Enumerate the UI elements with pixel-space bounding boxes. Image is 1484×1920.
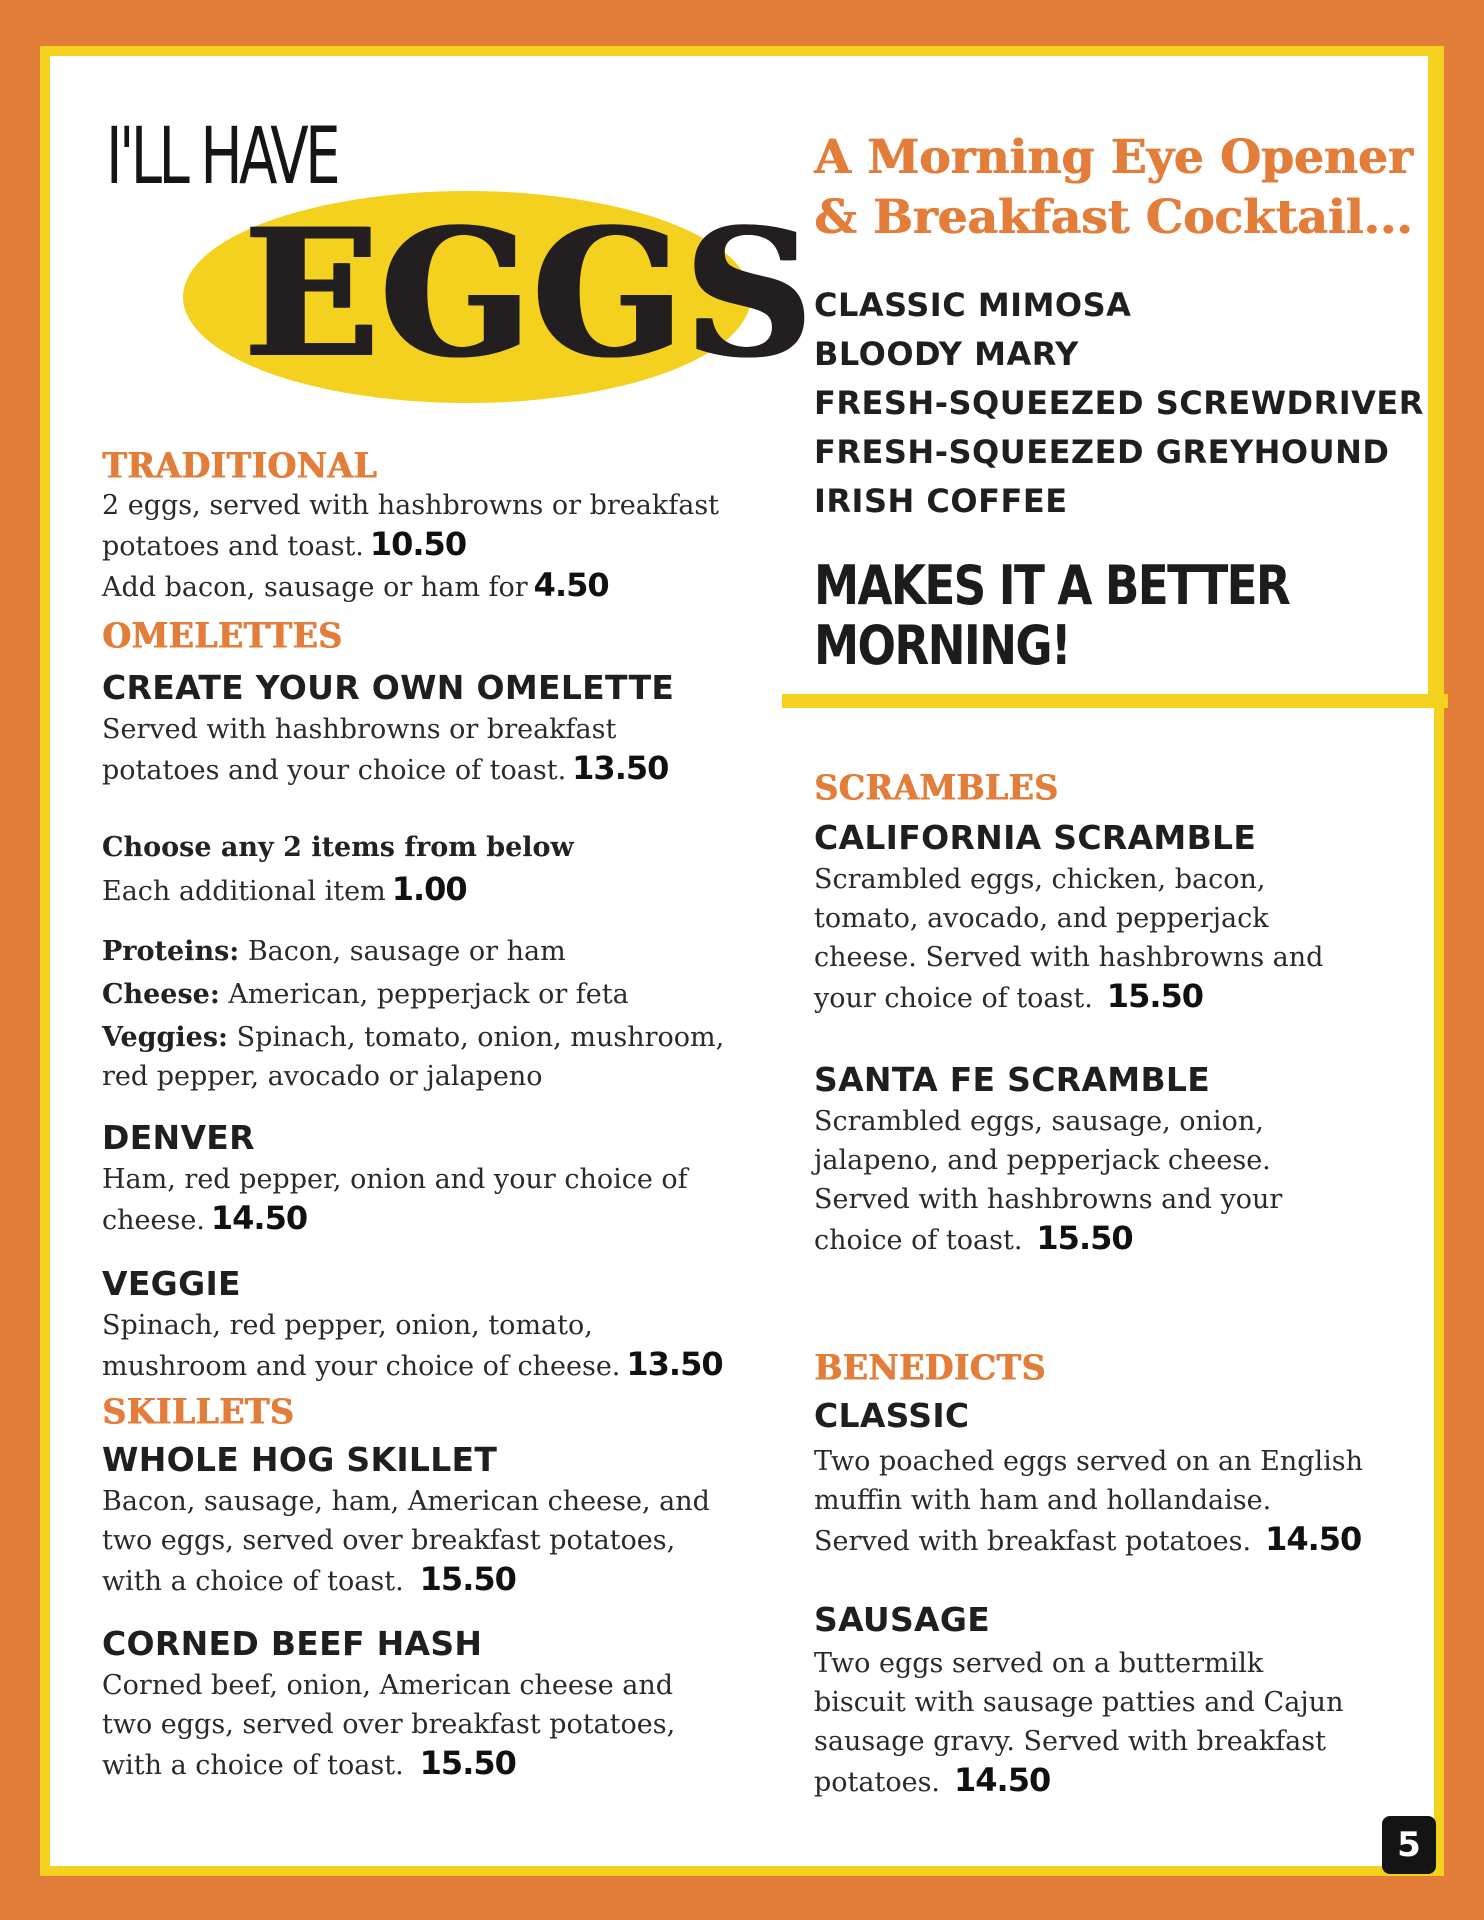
cheese-label: Cheese: — [102, 979, 220, 1010]
corned-beef-hash-title: CORNED BEEF HASH — [102, 1624, 483, 1663]
create-omelette-line-2-text: potatoes and your choice of toast. — [102, 755, 567, 786]
cocktail-box-vertical-divider — [1428, 56, 1438, 708]
veggie-line-1: Spinach, red pepper, onion, tomato, — [102, 1310, 593, 1341]
traditional-addon-text: Add bacon, sausage or ham for — [102, 572, 528, 603]
santa-fe-line-3: Served with hashbrowns and your — [814, 1184, 1283, 1215]
cocktail-item: FRESH-SQUEEZED GREYHOUND — [814, 433, 1390, 471]
cocktail-item: BLOODY MARY — [814, 335, 1079, 373]
create-omelette-price: 13.50 — [572, 749, 669, 787]
traditional-description — [102, 486, 719, 607]
veggie-line-2 — [102, 1345, 723, 1386]
sausage-line-4-text: potatoes. — [814, 1767, 941, 1798]
title-ill-have: I'LL HAVE — [106, 112, 337, 202]
sausage-price: 14.50 — [954, 1761, 1051, 1799]
traditional-addon — [102, 566, 719, 607]
classic-price: 14.50 — [1265, 1520, 1362, 1558]
traditional-line-1: 2 eggs, served with hashbrowns or breakfast — [102, 490, 720, 521]
section-benedicts-heading: BENEDICTS — [814, 1347, 1046, 1388]
create-omelette-line-2 — [102, 749, 668, 790]
menu-page-frame — [40, 46, 1444, 1876]
veggies-value-line-2: red pepper, avocado or jalapeno — [102, 1061, 543, 1092]
veggie-description — [102, 1306, 723, 1386]
california-line-4 — [814, 977, 1323, 1018]
corned-beef-line-1: Corned beef, onion, American cheese and — [102, 1670, 674, 1701]
classic-benedict-title: CLASSIC — [814, 1396, 970, 1435]
section-traditional-heading: TRADITIONAL — [102, 445, 377, 486]
traditional-line-2-text: potatoes and toast. — [102, 531, 364, 562]
veggies-value-line-1: Spinach, tomato, onion, mushroom, — [236, 1022, 725, 1053]
denver-price: 14.50 — [210, 1199, 308, 1237]
whole-hog-line-2: two eggs, served over breakfast potatoes, — [102, 1525, 676, 1556]
santa-fe-line-4 — [814, 1219, 1282, 1260]
whole-hog-line-3 — [102, 1560, 710, 1601]
denver-description — [102, 1160, 688, 1240]
corned-beef-description — [102, 1666, 675, 1785]
create-omelette-line-1: Served with hashbrowns or breakfast — [102, 714, 617, 745]
classic-line-3 — [814, 1520, 1363, 1561]
create-omelette-description — [102, 710, 668, 790]
sausage-benedict-description — [814, 1644, 1343, 1802]
santa-fe-scramble-description — [814, 1102, 1282, 1260]
cheese-row — [102, 975, 724, 1014]
veggie-price: 13.50 — [626, 1345, 723, 1383]
denver-line-2 — [102, 1199, 688, 1240]
corned-beef-price: 15.50 — [419, 1744, 516, 1782]
cocktails-heading-line-1: A Morning Eye Opener — [814, 130, 1413, 185]
traditional-price: 10.50 — [369, 525, 467, 563]
california-scramble-description — [814, 860, 1323, 1018]
whole-hog-skillet-title: WHOLE HOG SKILLET — [102, 1440, 498, 1479]
whole-hog-price: 15.50 — [419, 1560, 516, 1598]
cocktails-tagline: MAKES IT A BETTER MORNING! — [814, 554, 1290, 677]
whole-hog-line-3-text: with a choice of toast. — [102, 1566, 404, 1597]
cocktail-box-horizontal-divider — [782, 694, 1448, 708]
section-omelettes-heading: OMELETTES — [102, 615, 343, 656]
traditional-addon-price: 4.50 — [533, 566, 609, 604]
each-additional-item-text: Each additional item — [102, 876, 386, 907]
sausage-benedict-title: SAUSAGE — [814, 1600, 991, 1639]
section-skillets-heading: SKILLETS — [102, 1391, 294, 1432]
each-additional-item — [102, 870, 467, 911]
proteins-label: Proteins: — [102, 936, 240, 967]
california-price: 15.50 — [1106, 977, 1204, 1015]
page-number-badge: 5 — [1382, 1816, 1436, 1874]
whole-hog-line-1: Bacon, sausage, ham, American cheese, and — [102, 1486, 710, 1517]
cocktail-list — [814, 281, 1424, 526]
santa-fe-scramble-title: SANTA FE SCRAMBLE — [814, 1060, 1211, 1099]
proteins-value: Bacon, sausage or ham — [247, 936, 566, 967]
sausage-line-1: Two eggs served on a buttermilk — [814, 1648, 1264, 1679]
sausage-line-2: biscuit with sausage patties and Cajun — [814, 1687, 1344, 1718]
corned-beef-line-3 — [102, 1744, 675, 1785]
proteins-row — [102, 932, 724, 971]
classic-line-1: Two poached eggs served on an English — [814, 1446, 1364, 1477]
corned-beef-line-2: two eggs, served over breakfast potatoes, — [102, 1709, 676, 1740]
corned-beef-line-3-text: with a choice of toast. — [102, 1750, 404, 1781]
cheese-value: American, pepperjack or feta — [228, 979, 629, 1010]
cocktail-item: IRISH COFFEE — [814, 482, 1068, 520]
cocktails-heading — [814, 128, 1434, 248]
santa-fe-line-1: Scrambled eggs, sausage, onion, — [814, 1106, 1264, 1137]
california-line-3: cheese. Served with hashbrowns and — [814, 942, 1324, 973]
california-line-4-text: your choice of toast. — [814, 983, 1093, 1014]
sausage-line-3: sausage gravy. Served with breakfast — [814, 1726, 1326, 1757]
veggie-line-2-text: mushroom and your choice of cheese. — [102, 1351, 621, 1382]
santa-fe-line-2: jalapeno, and pepperjack cheese. — [814, 1145, 1271, 1176]
classic-benedict-description — [814, 1442, 1363, 1561]
choose-two-items: Choose any 2 items from below — [102, 832, 574, 863]
california-line-1: Scrambled eggs, chicken, bacon, — [814, 864, 1266, 895]
veggie-title: VEGGIE — [102, 1264, 241, 1303]
denver-line-2-text: cheese. — [102, 1205, 205, 1236]
cocktail-item: FRESH-SQUEEZED SCREWDRIVER — [814, 384, 1424, 422]
veggies-label: Veggies: — [102, 1022, 229, 1053]
title-eggs: EGGS — [244, 190, 814, 397]
santa-fe-price: 15.50 — [1036, 1219, 1133, 1257]
denver-line-1: Ham, red pepper, onion and your choice of — [102, 1164, 688, 1195]
veggies-row — [102, 1018, 724, 1057]
menu-page — [50, 56, 1434, 1866]
california-scramble-title: CALIFORNIA SCRAMBLE — [814, 818, 1257, 857]
sausage-line-4 — [814, 1761, 1343, 1802]
california-line-2: tomato, avocado, and pepperjack — [814, 903, 1269, 934]
classic-line-2: muffin with ham and hollandaise. — [814, 1485, 1272, 1516]
santa-fe-line-4-text: choice of toast. — [814, 1225, 1023, 1256]
traditional-line-2 — [102, 525, 719, 566]
omelette-options — [102, 932, 724, 1096]
cocktail-item: CLASSIC MIMOSA — [814, 286, 1132, 324]
cocktails-heading-line-2: & Breakfast Cocktail... — [814, 190, 1413, 245]
each-additional-item-price: 1.00 — [391, 870, 467, 908]
whole-hog-description — [102, 1482, 710, 1601]
denver-title: DENVER — [102, 1118, 255, 1157]
classic-line-3-text: Served with breakfast potatoes. — [814, 1526, 1252, 1557]
section-scrambles-heading: SCRAMBLES — [814, 767, 1059, 808]
create-your-own-omelette-title: CREATE YOUR OWN OMELETTE — [102, 668, 675, 707]
